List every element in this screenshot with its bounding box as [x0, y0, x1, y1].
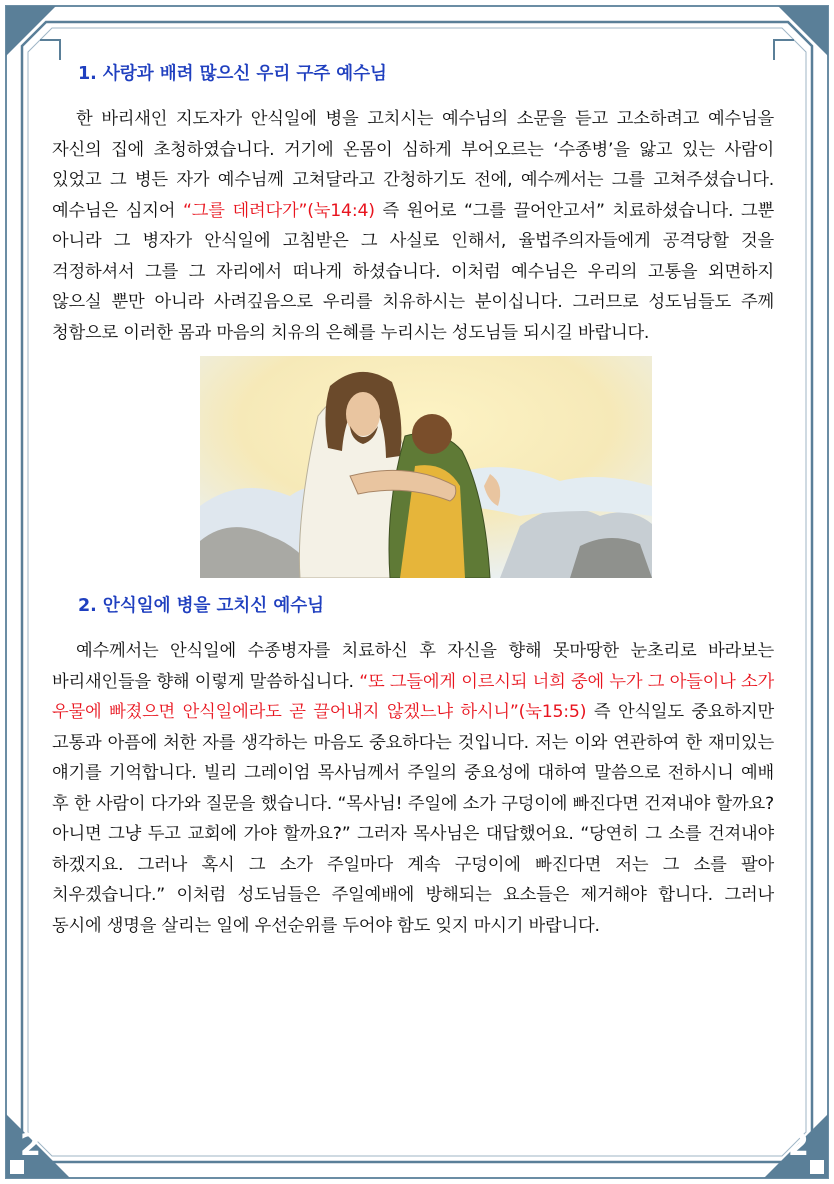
page-number-left: 2 — [20, 1128, 41, 1163]
section2-text-a: 예수께서는 안식일에 수종병자를 치료하신 후 자신을 향해 못마땅한 눈초리로 바라보는 바리새인들을 향해 이렇게 말씀하십니다. — [52, 641, 774, 692]
section1-paragraph — [52, 104, 774, 348]
section1-text-a: 한 바리새인 지도자가 안식일에 병을 고치시는 예수님의 소문을 듣고 고소하려고 예수님을 자신의 집에 초청하였습니다. 거기에 온몸이 심하게 부어오르는 ‘수종병’을 앓고 있는 사람이 있었고 그 병든 자가 예수님께 고쳐달라고 간청하기도 전에, 예수께서는 그를 고쳐주셨습니다. 예수님은 심지어 — [52, 109, 774, 221]
document-body — [52, 62, 774, 941]
section2-paragraph — [52, 636, 774, 941]
section2-scripture-quote: “또 그들에게 이르시되 너희 중에 누가 그 아들이나 소가 우물에 빠졌으면 안식일에라도 곧 끌어내지 않겠느냐 하시니”(눅15:5) — [52, 671, 774, 722]
section1-scripture-quote: “그를 데려다가”(눅14:4) — [182, 200, 375, 221]
section1-heading: 1. 사랑과 배려 많으신 우리 구주 예수님 — [78, 64, 387, 84]
page-number-right: 2 — [788, 1128, 809, 1163]
section2-text-b: 즉 안식일도 중요하지만 고통과 아픔에 처한 자를 생각하는 마음도 중요하다는 것입니다. 저는 이와 연관하여 한 재미있는 얘기를 기억합니다. 빌리 그레이엄 목사님께서 주일의 중요성에 대하여 말씀으로 전하시니 예배 후 한 사람이 다가와 질문을 했습니다. “목사님! 주일에 소가 구덩이에 빠진다면 건져내야 할까요? 아니면 그냥 두고 교회에 가야 할까요?” 그러자 목사님은 대답했어요. “당연히 그 소를 건져내야 하겠지요. 그러나 혹시 그 소가 주일마다 계속 구덩이에 빠진다면 저는 그 소를 팔아 치우겠습니다.” 이처럼 성도님들은 주일예배에 방해되는 요소들은 제거해야 합니다. 그러나 동시에 생명을 살리는 일에 우선순위를 두어야 함도 잊지 마시기 바랍니다. — [52, 702, 774, 936]
section2-heading: 2. 안식일에 병을 고치신 예수님 — [78, 596, 325, 616]
section1-text-b: 즉 원어로 “그를 끌어안고서” 치료하셨습니다. 그뿐 아니라 그 병자가 안식일에 고침받은 그 사실로 인해서, 율법주의자들에게 공격당할 것을 걱정하셔서 그를 그 자리에서 떠나게 하셨습니다. 이처럼 예수님은 우리의 고통을 외면하지 않으실 뿐만 아니라 사려깊음으로 우리를 치유하시는 분이십니다. 그러므로 성도님들도 주께 청함으로 이러한 몸과 마음의 치유의 은혜를 누리시는 성도님들 되시길 바랍니다. — [52, 200, 774, 343]
jesus-embracing-illustration — [200, 356, 652, 578]
